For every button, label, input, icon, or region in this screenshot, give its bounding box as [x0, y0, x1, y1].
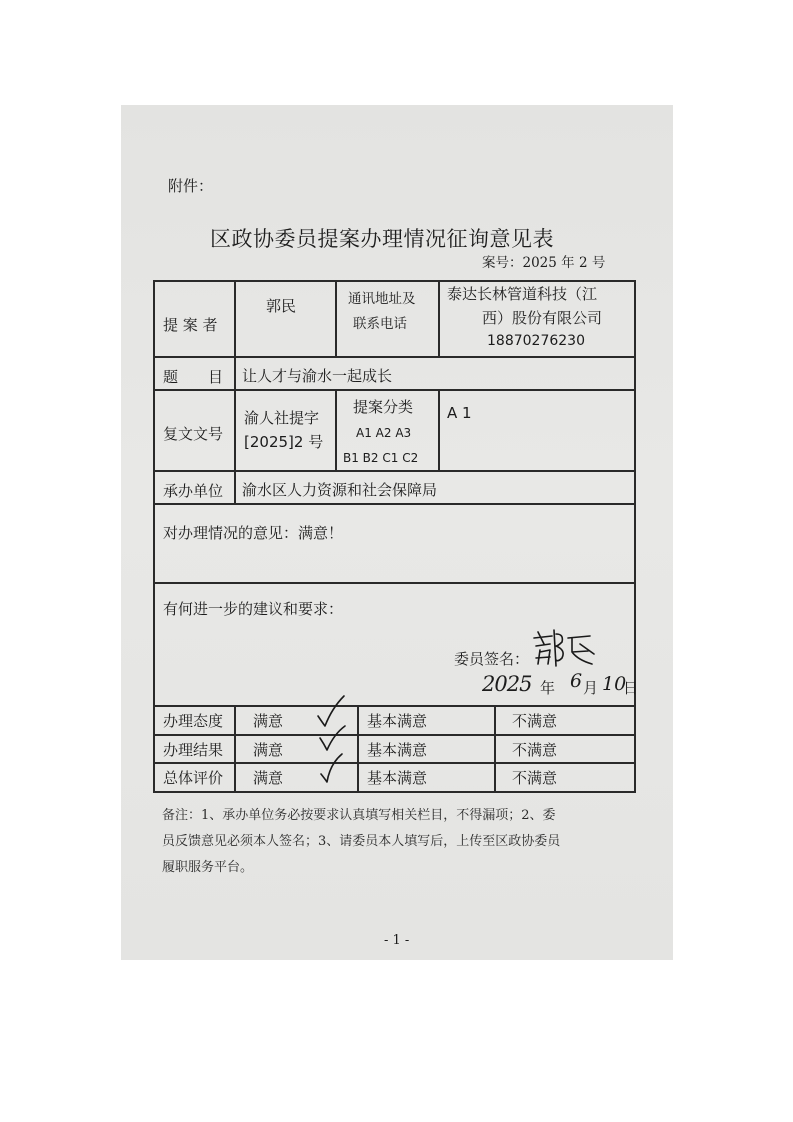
- document-title: 区政协委员提案办理情况征询意见表: [210, 227, 554, 251]
- topic-value: 让人才与渝水一起成长: [242, 367, 393, 385]
- signature-label: 委员签名：: [454, 650, 530, 668]
- date-year-unit: 年: [540, 679, 556, 697]
- suggestion-label: 有何进一步的建议和要求：: [163, 600, 344, 618]
- option-satisfied: 满意: [253, 712, 284, 730]
- date-day-unit: 日: [623, 679, 639, 697]
- date-day: 10: [602, 673, 627, 695]
- rating-label: 总体评价: [163, 769, 224, 787]
- date-year: 2025: [482, 672, 532, 696]
- rating-label: 办理结果: [163, 741, 224, 759]
- category-value: A 1: [447, 404, 472, 422]
- proposer-name: 郭民: [266, 297, 297, 315]
- contact-label-line-1: 通讯地址及: [348, 291, 416, 307]
- address-line-2: 西）股份有限公司: [482, 309, 603, 327]
- check-mark: [316, 694, 346, 728]
- proposer-label: 提 案 者: [163, 316, 218, 334]
- case-number: 案号：2025 年 2 号: [482, 255, 606, 271]
- topic-label: 题 目: [163, 368, 224, 386]
- attachment-label: 附件：: [168, 177, 214, 195]
- note-line-3: 履职服务平台。: [162, 860, 254, 875]
- date-month-unit: 月: [583, 679, 599, 697]
- option-basic-satisfied: 基本满意: [367, 712, 428, 730]
- note-line-1: 备注：1、承办单位务必按要求认真填写相关栏目，不得漏项；2、委: [162, 808, 556, 823]
- check-mark: [318, 752, 346, 786]
- opinion-label-text: 对办理情况的意见：: [163, 524, 299, 542]
- handling-unit-label: 承办单位: [163, 482, 224, 500]
- option-basic-satisfied: 基本满意: [367, 741, 428, 759]
- option-basic-satisfied: 基本满意: [367, 769, 428, 787]
- option-unsatisfied: 不满意: [512, 769, 558, 787]
- reply-number-line-1: 渝人社提字: [244, 409, 320, 427]
- contact-label-line-2: 联系电话: [353, 316, 407, 332]
- note-line-2: 员反馈意见必须本人签名；3、请委员本人填写后，上传至区政协委员: [162, 834, 561, 849]
- category-options-row-1: A1 A2 A3: [356, 426, 412, 440]
- handling-unit-value: 渝水区人力资源和社会保障局: [242, 481, 438, 499]
- category-label: 提案分类: [353, 398, 414, 416]
- page-number: - 1 -: [384, 933, 410, 948]
- reply-number-line-2: [2025]2 号: [244, 433, 324, 451]
- opinion-label: [163, 522, 343, 543]
- date-month: 6: [570, 670, 583, 692]
- check-mark: [318, 724, 348, 752]
- phone-number: 18870276230: [487, 333, 585, 349]
- address-line-1: 泰达长林管道科技（江: [447, 285, 598, 303]
- handwritten-signature: [528, 624, 598, 670]
- option-satisfied: 满意: [253, 741, 284, 759]
- category-options-row-2: B1 B2 C1 C2: [343, 451, 419, 465]
- option-unsatisfied: 不满意: [512, 712, 558, 730]
- opinion-value: 满意！: [298, 524, 344, 542]
- reply-number-label: 复文文号: [163, 425, 224, 443]
- rating-label: 办理态度: [163, 712, 224, 730]
- option-satisfied: 满意: [253, 769, 284, 787]
- option-unsatisfied: 不满意: [512, 741, 558, 759]
